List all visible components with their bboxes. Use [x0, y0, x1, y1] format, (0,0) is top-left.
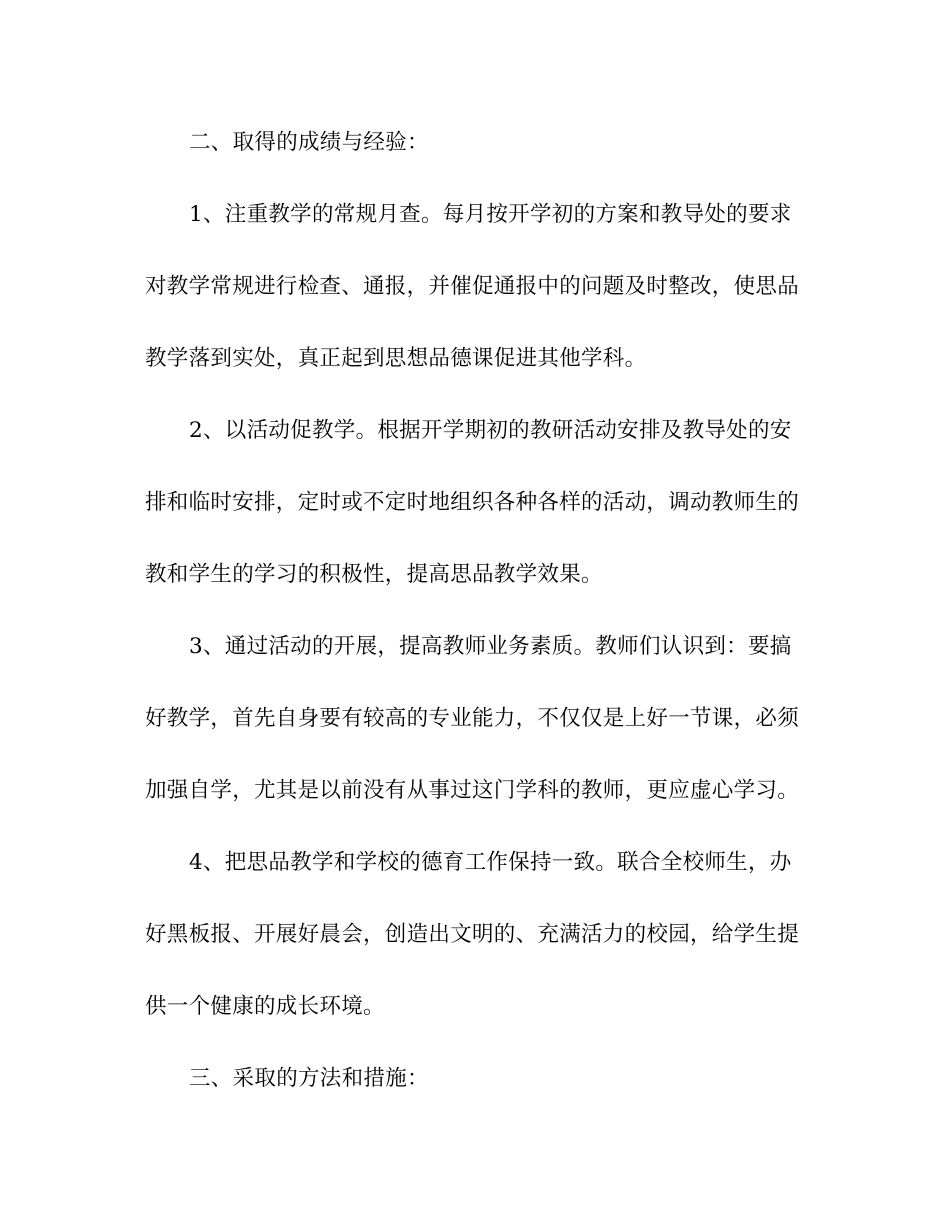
paragraph-3-line-1: 3、通过活动的开展，提高教师业务素质。教师们认识到：要搞 [189, 634, 792, 659]
section-heading-achievements: 二、取得的成绩与经验： [189, 130, 429, 155]
paragraph-2-line-3: 教和学生的学习的积极性，提高思品教学效果。 [145, 562, 603, 587]
paragraph-1-line-2: 对教学常规进行检查、通报，并催促通报中的问题及时整改，使思品 [145, 274, 800, 299]
paragraph-4-line-2: 好黑板报、开展好晨会，创造出文明的、充满活力的校园，给学生提 [145, 922, 800, 947]
paragraph-4-line-3: 供一个健康的成长环境。 [145, 994, 385, 1019]
paragraph-3-line-2: 好教学，首先自身要有较高的专业能力，不仅仅是上好一节课，必须 [145, 706, 800, 731]
paragraph-2-line-2: 排和临时安排，定时或不定时地组织各种各样的活动，调动教师生的 [145, 490, 800, 515]
paragraph-4-line-1: 4、把思品教学和学校的德育工作保持一致。联合全校师生，办 [189, 850, 792, 875]
document-body [145, 121, 800, 1129]
paragraph-1-line-1: 1、注重教学的常规月查。每月按开学初的方案和教导处的要求 [189, 202, 792, 227]
paragraph-2-line-1: 2、以活动促教学。根据开学期初的教研活动安排及教导处的安 [189, 418, 792, 443]
paragraph-1-line-3: 教学落到实处，真正起到思想品德课促进其他学科。 [145, 346, 647, 371]
section-heading-methods: 三、采取的方法和措施： [189, 1066, 429, 1091]
paragraph-3-line-3: 加强自学，尤其是以前没有从事过这门学科的教师，更应虚心学习。 [145, 778, 800, 803]
